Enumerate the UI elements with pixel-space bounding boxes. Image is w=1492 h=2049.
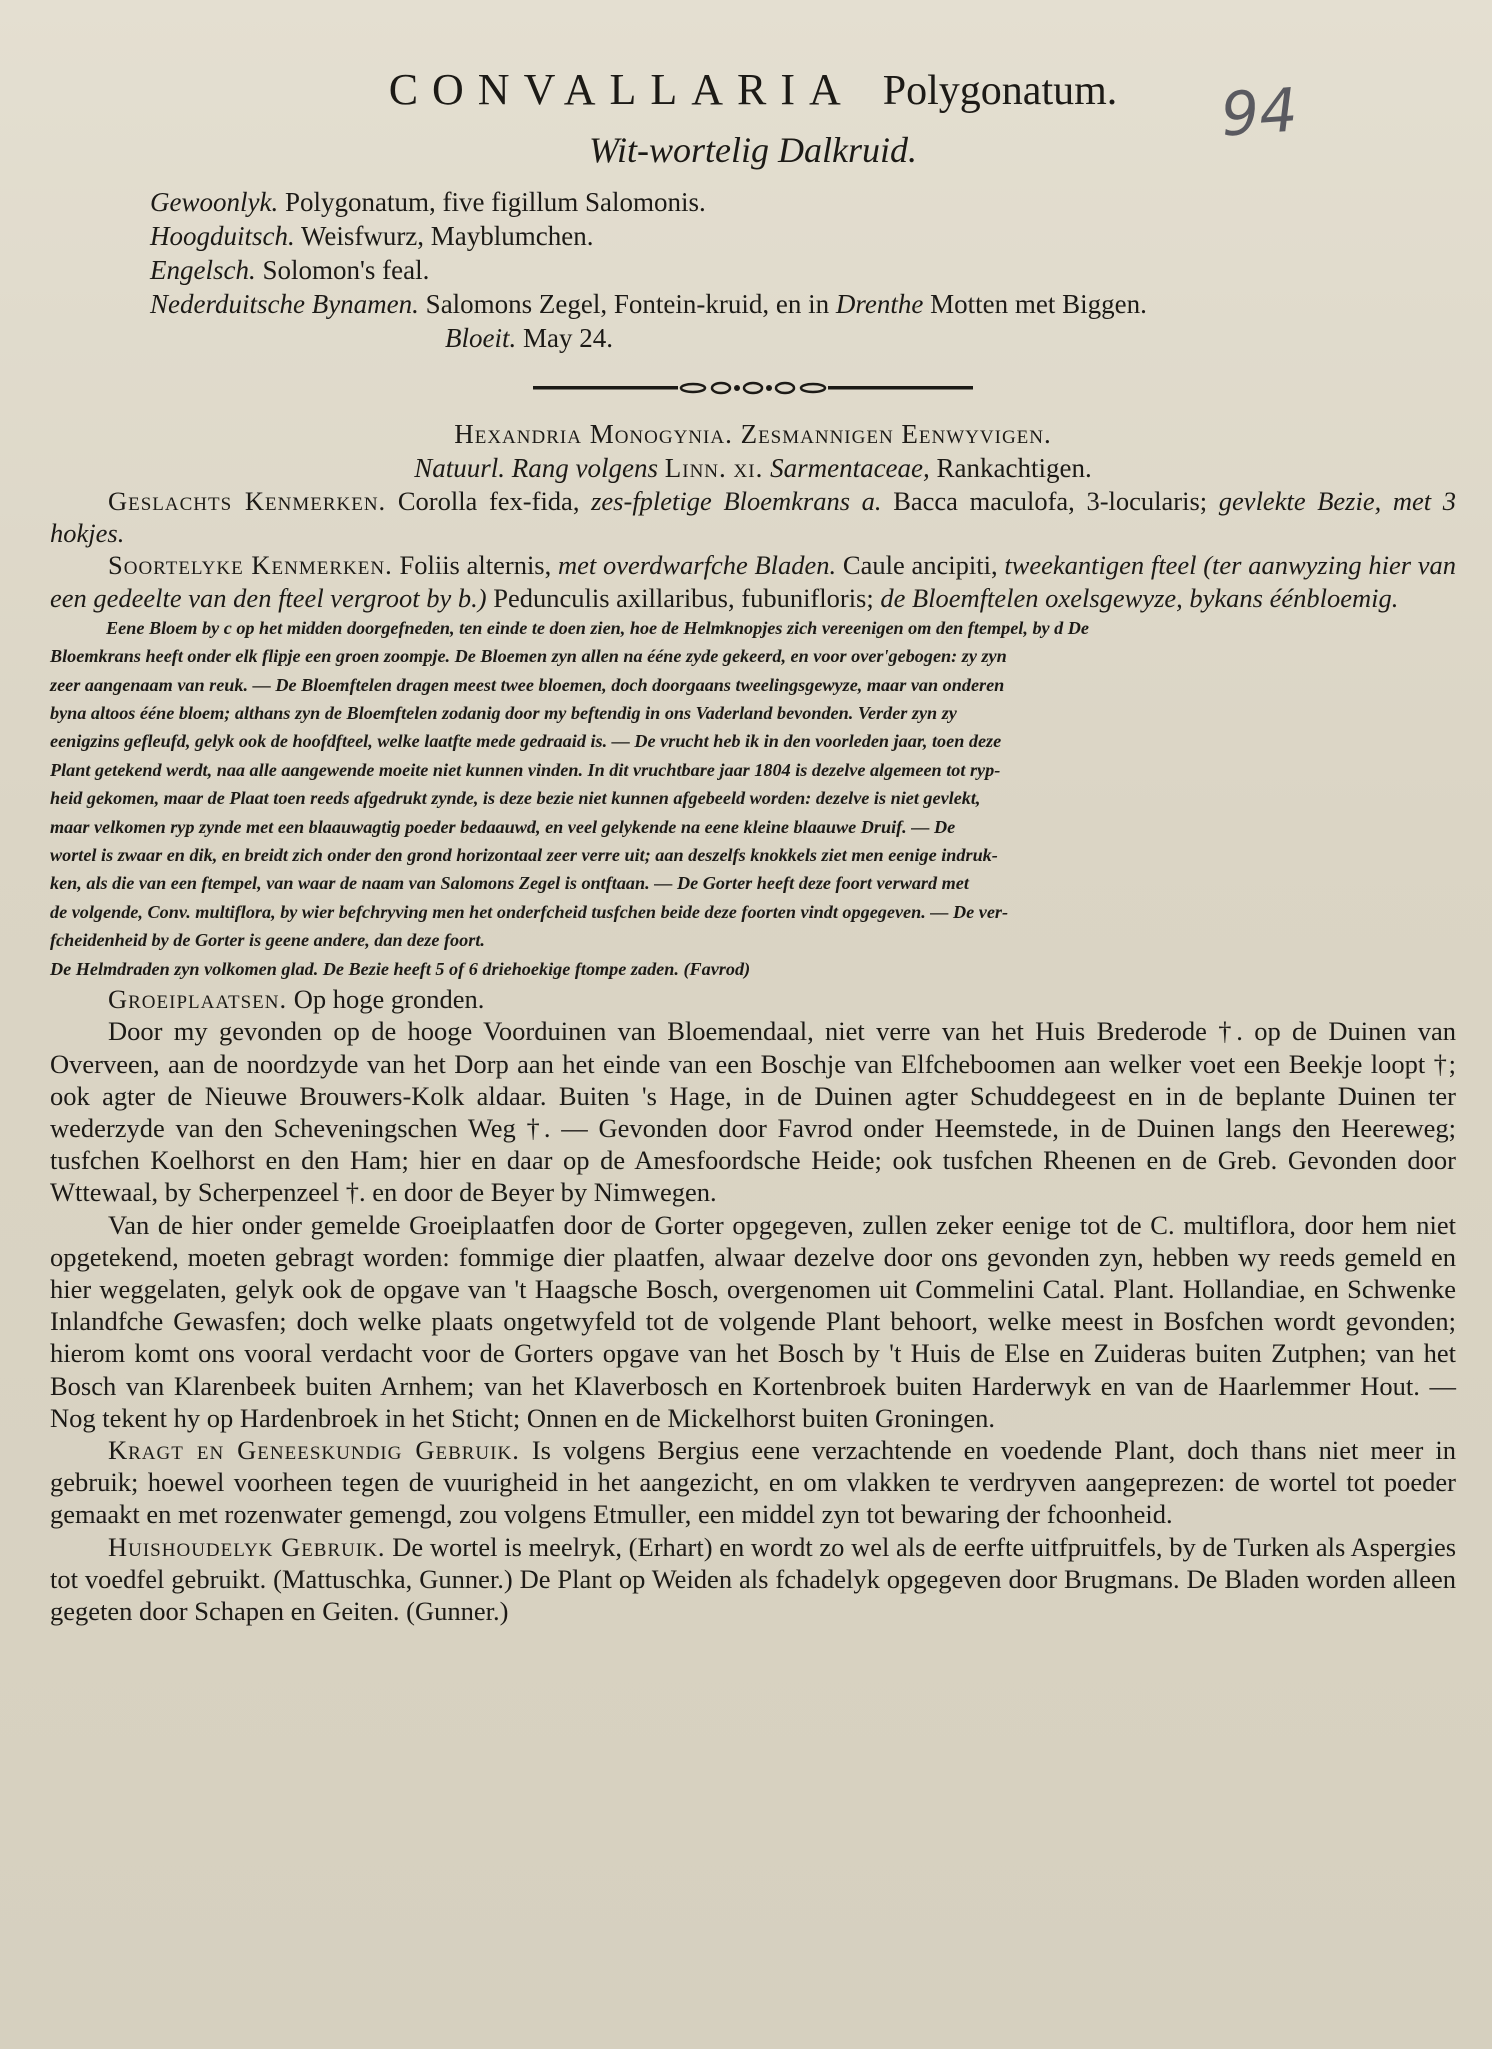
note-line: Plant getekend werdt, naa alle aangewende moeite niet kunnen vinden. In dit vruchtbare jaar 1804 is dezelve algemeen tot ryp- xyxy=(50,759,1001,780)
classification-line: Hexandria Monogynia. Zesmannigen Eenwyvigen. xyxy=(454,419,1052,449)
descriptive-notes xyxy=(50,614,1456,983)
species-characters: Soortelyke Kenmerken. Foliis alternis, met overdwarfche Bladen. Caule ancipiti, tweekantigen fteel (ter aanwyzing hier van een gedeelte van den fteel vergroot by b.) Pedunculis axillaribus, fubunifloris; de Bloemftelen oxelsgewyze, bykans éénbloemig. xyxy=(50,550,1457,613)
name-row-german: Hoogduitsch. Weisfwurz, Mayblumchen. xyxy=(150,221,594,251)
genus-title: CONVALLARIA xyxy=(388,65,855,114)
name-row-common: Gewoonlyk. Polygonatum, five figillum Salomonis. xyxy=(150,187,706,217)
note-line: ken, als die van een ftempel, van waar de naam van Salomons Zegel is ontftaan. — De Gorter heeft deze foort verward met xyxy=(50,873,969,894)
note-line: de volgende, Conv. multiflora, by wier befchryving men het onderfcheid tusfchen beide deze foorten vindt opgegeven. — De ver- xyxy=(50,901,1009,922)
note-line: wortel is zwaar en dik, en breidt zich onder den grond horizontaal zeer verre uit; aan deszelfs knokkels ziet men eenige indruk- xyxy=(50,845,998,866)
medicinal-use: Kragt en Geneeskundig Gebruik. Is volgens Bergius eene verzachtende en voedende Plant, doch thans niet meer in gebruik; hoewel voorheen tegen de vuurigheid in het aangezicht, en om vlakken te verdryven aangeprezen: de wortel tot poeder gemaakt en met rozenwater gemengd, zou volgens Etmuller, een middel zyn tot bewaring der fchoonheid. xyxy=(50,1434,1456,1530)
note-line: Bloemkrans heeft onder elk flipje een groen zoompje. De Bloemen zyn allen na ééne zyde gekeerd, en voor over'gebogen: zy zyn xyxy=(50,646,1007,667)
habitats-paragraph-2: Van de hier onder gemelde Groeiplaatfen door de Gorter opgegeven, zullen zeker eenige tot de C. multiflora, door hem niet opgetekend, moeten gebragt worden: fommige dier plaatfen, alwaar dezelve door ons gevonden zyn, hebben wy reeds gemeld en hier weggelaten, gelyk ook de opgave van 't Haagsche Bosch, overgenomen uit Commelini Catal. Plant. Hollandiae, en Schwenke Inlandfche Gewasfen; doch welke plaats ongetwyfeld tot de volgende Plant behoort, welke meest in Bosfchen wordt gevonden; hierom komt ons vooral verdacht voor de Gorters opgave van het Bosch by 't Huis de Else en Zuideras buiten Zutphen; van het Bosch van Klarenbeek buiten Arnhem; van het Klaverbosch en Kortenbroek buiten Harderwyk en van de Haarlemmer Hout. — Nog tekent hy op Hardenbroek in het Sticht; Onnen en de Mickelhorst buiten Groningen. xyxy=(50,1209,1456,1433)
note-line: De Helmdraden zyn volkomen glad. De Bezie heeft 5 of 6 driehoekige ftompe zaden. (Favrod) xyxy=(50,958,751,979)
name-row-dutch: Nederduitsche Bynamen. Salomons Zegel, Fontein-kruid, en in Drenthe Motten met Biggen. xyxy=(150,289,1147,319)
note-line: Eene Bloem by c op het midden doorgefneden, ten einde te doen zien, hoe de Helmknopjes zich vereenigen om den ftempel, by d De xyxy=(106,617,1090,638)
common-names xyxy=(150,185,1456,355)
natural-order-line: Natuurl. Rang volgens Linn. xi. Sarmentaceae, Rankachtigen. xyxy=(414,453,1092,483)
habitats-heading: Groeiplaatsen. Op hoge gronden. xyxy=(108,984,485,1015)
species-title: Polygonatum. xyxy=(882,68,1118,114)
dutch-name: Wit-wortelig Dalkruid. xyxy=(589,130,917,170)
note-line: byna altoos ééne bloem; althans zyn de Bloemftelen zodanig door my beftendig in ons Vaderland bevonden. Verder zyn zy xyxy=(50,703,957,724)
name-row-english: Engelsch. Solomon's feal. xyxy=(150,255,430,285)
note-line: fcheidenheid by de Gorter is geene andere, dan deze foort. xyxy=(50,930,485,951)
genus-characters: Geslachts Kenmerken. Corolla fex-fida, zes-fpletige Bloemkrans a. Bacca maculofa, 3-locularis; gevlekte Bezie, met 3 hokjes. xyxy=(50,486,1457,549)
note-line: zeer aangenaam van reuk. — De Bloemftelen dragen meest twee bloemen, doch doorgaans tweelingsgewyze, maar van onderen xyxy=(50,674,1005,695)
habitats-paragraph-1: Door my gevonden op de hooge Voorduinen van Bloemendaal, niet verre van het Huis Brederode †. op de Duinen van Overveen, aan de noordzyde van het Dorp aan het einde van een Boschje van Elfcheboomen aan welker voet een Beekje loopt †; ook agter de Nieuwe Brouwers-Kolk aldaar. Buiten 's Hage, in de Duinen agter Schuddegeest en in de beplante Duinen ter wederzyde van den Scheveningschen Weg †. — Gevonden door Favrod onder Heemstede, in de Duinen langs den Heereweg; tusfchen Koelhorst en den Ham; hier en daar op de Amesfoordsche Heide; ook tusfchen Rheenen en de Greb. Gevonden door Wttewaal, by Scherpenzeel †. en door de Beyer by Nimwegen. xyxy=(50,1016,1456,1208)
household-use: Huishoudelyk Gebruik. De wortel is meelryk, (Erhart) en wordt zo wel als de eerfte uitfpruitfels, by de Turken als Aspergies tot voedfel gebruikt. (Mattuschka, Gunner.) De Plant op Weiden als fchadelyk opgegeven door Brugmans. De Bladen worden alleen gegeten door Schapen en Geiten. (Gunner.) xyxy=(50,1531,1457,1626)
ornament-divider xyxy=(50,381,1456,395)
note-line: maar velkomen ryp zynde met een blaauwagtig poeder bedaauwd, en veel gelykende na eene kleine blaauwe Druif. — De xyxy=(50,816,956,837)
name-row-bloeit: Bloeit. May 24. xyxy=(445,323,613,353)
note-line: eenigzins gefleufd, gelyk ook de hoofdfteel, welke laatfte mede gedraaid is. — De vrucht heb ik in den voorleden jaar, toen deze xyxy=(50,731,1002,752)
note-line: heid gekomen, maar de Plaat toen reeds afgedrukt zynde, is deze bezie niet kunnen afgebeeld worden: dezelve is niet gevlekt, xyxy=(50,788,981,809)
folio-number: 94 xyxy=(1218,75,1300,151)
